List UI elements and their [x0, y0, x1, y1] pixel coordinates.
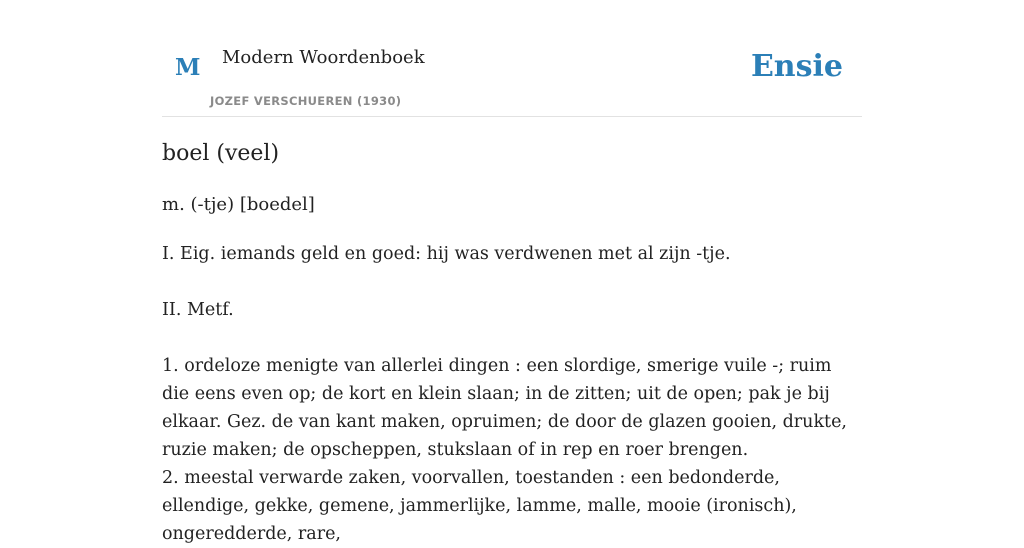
entry-grammar: m. (-tje) [boedel]: [162, 194, 315, 215]
entry-paragraph-2: II. Metf.: [162, 300, 234, 320]
book-title[interactable]: Modern Woordenboek: [222, 47, 425, 68]
entry-body: [162, 240, 862, 548]
entry-title: boel (veel): [162, 141, 280, 166]
page: [162, 0, 862, 544]
ensie-logo[interactable]: Ensie: [750, 49, 843, 84]
entry-paragraph-3: 1. ordeloze menigte van allerlei dingen : een slordige, smerige vuile -; ruim die eens even op; de kort en klein slaan; in de zitten; uit de open; pak je bij elkaar. Gez. de van kant maken, opruimen; de door de glazen gooien, drukte, ruzie maken; de opscheppen, stukslaan of in rep en roer brengen.: [162, 356, 847, 460]
header: [162, 0, 862, 117]
book-author: JOZEF VERSCHUEREN (1930): [210, 94, 402, 108]
entry-paragraph-1: I. Eig. iemands geld en goed: hij was verdwenen met al zijn -tje.: [162, 244, 731, 264]
entry-paragraph-4: 2. meestal verwarde zaken, voorvallen, toestanden : een bedonderde, ellendige, gekke, gemene, jammerlijke, lamme, malle, mooie (ironisch), ongeredderde, rare,: [162, 468, 797, 544]
book-logo[interactable]: M: [175, 54, 201, 81]
paragraph-spacer: [162, 268, 862, 296]
paragraph-spacer: [162, 324, 862, 352]
